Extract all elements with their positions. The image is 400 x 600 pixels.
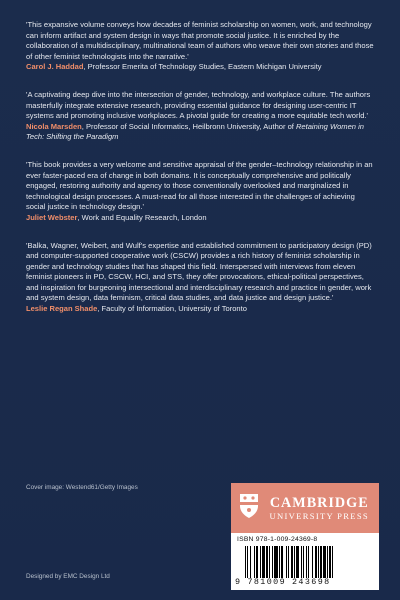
- endorsement-4: [26, 241, 376, 315]
- barcode-bar: [303, 546, 304, 578]
- barcode-bar: [272, 546, 273, 578]
- barcode-bar: [332, 546, 333, 578]
- barcode-bar: [262, 546, 265, 578]
- barcode-bar: [288, 546, 289, 578]
- endorser-affiliation: , Work and Equality Research, London: [77, 212, 207, 222]
- endorsement-quote: 'This book provides a very welcome and sensitive appraisal of the gender–technology relationship in an ever faster-paced era of change in both domains. It is conceptually comprehensive and politically engaged, restoring authority and agency to those conventionally overlooked and marginalized in technological design processes. A must-read for all those interested in the challenges of achieving social justice in technology design.': [26, 159, 373, 212]
- endorser-affiliation: , Professor of Social Informatics, Heilbronn University, Author of: [81, 121, 296, 131]
- barcode-bar: [294, 546, 295, 578]
- barcode-bar: [266, 546, 268, 578]
- ean-right-group: 243698: [292, 577, 331, 587]
- isbn-label: ISBN 978-1-009-24369-8: [237, 536, 318, 543]
- barcode-bar: [254, 546, 255, 578]
- barcode-bar: [323, 546, 326, 578]
- barcode-bar: [306, 546, 307, 578]
- endorsement-attribution: [26, 62, 376, 73]
- barcode-bar: [318, 546, 319, 578]
- design-credit: Designed by EMC Design Ltd: [26, 573, 110, 580]
- barcode-panel: [231, 533, 379, 590]
- endorsement-2: [26, 90, 376, 143]
- barcode-bar: [320, 546, 322, 578]
- barcode-bar: [308, 546, 309, 578]
- barcode-bar: [274, 546, 278, 578]
- publisher-name-line1: CAMBRIDGE: [269, 494, 369, 511]
- publisher-name-line2: UNIVERSITY PRESS: [269, 510, 369, 521]
- endorsement-attribution: [26, 122, 376, 143]
- barcode-bar: [279, 546, 280, 578]
- endorser-name: Leslie Regan Shade: [26, 304, 98, 314]
- ean-left-group: 781009: [247, 577, 286, 587]
- cambridge-shield-icon: [239, 493, 259, 519]
- endorser-book-title: Retaining Women in Tech: Shifting the Paradigm: [26, 121, 364, 142]
- ean-first-digit: 9: [235, 577, 242, 587]
- endorsement-attribution: [26, 213, 376, 224]
- barcode-bar: [296, 546, 299, 578]
- barcode-bar: [291, 546, 293, 578]
- endorsements: [26, 20, 376, 332]
- barcode-bar: [312, 546, 313, 578]
- endorser-name: Carol J. Haddad: [26, 62, 84, 72]
- cover-image-credit: Cover image: Westend61/Getty Images: [26, 484, 138, 491]
- endorsement-3: [26, 160, 376, 224]
- endorser-name: Juliet Webster: [26, 212, 78, 222]
- ean-digits: [235, 577, 375, 587]
- barcode-bar: [269, 546, 270, 578]
- barcode-bar: [315, 546, 317, 578]
- barcode-bar: [245, 546, 246, 578]
- endorsement-1: [26, 20, 376, 73]
- barcode-bar: [281, 546, 283, 578]
- publisher-logo: [231, 483, 379, 533]
- barcode-bar: [327, 546, 328, 578]
- barcode-bar: [260, 546, 261, 578]
- endorser-affiliation: , Professor Emerita of Technology Studies, Eastern Michigan University: [83, 62, 322, 72]
- endorsement-attribution: [26, 304, 376, 315]
- barcode-bar: [286, 546, 287, 578]
- endorser-affiliation: , Faculty of Information, University of Toronto: [97, 304, 247, 314]
- barcode-bar: [250, 546, 251, 578]
- endorsement-quote: 'This expansive volume conveys how decades of feminist scholarship on women, work, and technology can inform artifact and system design in ways that promote social justice. It is enriched by the collaboration of a multidisciplinary, multinational team of authors who weave their own stories and those of other feminist technologists into the narrative.': [26, 20, 374, 61]
- publisher-name: [269, 495, 369, 522]
- barcode-bars: [245, 546, 367, 578]
- endorser-name: Nicola Marsden: [26, 121, 82, 131]
- barcode-bar: [329, 546, 331, 578]
- endorsement-quote: 'Balka, Wagner, Weibert, and Wulf's expertise and established commitment to participatory design (PD) and computer-supported cooperative work (CSCW) provides a rich history of feminist scholarship in gender and technology studies that has shaped this field. Interspersed with interviews from eleven feminist pioneers in PD, CSCW, HCI, and STS, they offer provocations, ethical-political perspectives, and inspiration for burgeoning intersectional and interdisciplinary research and practice in gender, work and system design, data feminism, critical data studies, and data justice and design justice.': [26, 240, 372, 303]
- barcode-bar: [247, 546, 248, 578]
- barcode-bar: [301, 546, 302, 578]
- barcode-bar: [256, 546, 258, 578]
- endorsement-quote: 'A captivating deep dive into the intersection of gender, technology, and workplace culture. The authors masterfully integrate extensive research, providing essential guidance for designing user-centric IT systems and promoting inclusive workplaces. A pivotal guide for creating a more equitable tech world.': [26, 89, 371, 121]
